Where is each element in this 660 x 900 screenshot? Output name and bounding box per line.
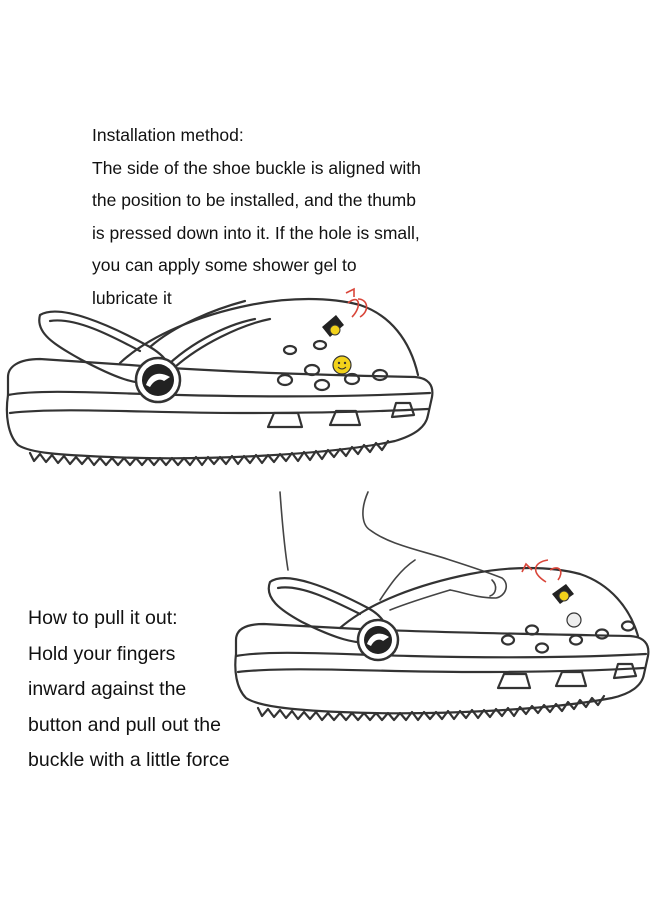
removal-line: Hold your fingers (28, 642, 176, 665)
top-shoe-illustration (0, 285, 440, 475)
installation-line: you can apply some shower gel to (92, 255, 357, 275)
crocodile-logo-icon (136, 358, 180, 402)
clog-shoe-icon (235, 568, 648, 720)
curved-arrow-icon (522, 560, 561, 582)
installation-line: The side of the shoe buckle is aligned with (92, 157, 421, 178)
removal-line: inward against the (28, 678, 187, 700)
crocodile-logo-icon (358, 620, 398, 660)
removal-heading: How to pull it out: (28, 607, 178, 629)
smiley-charm-icon (552, 584, 581, 627)
installation-heading: Installation method: (92, 125, 244, 145)
removal-instructions (28, 604, 288, 782)
installation-line: is pressed down into it. If the hole is small, (92, 222, 420, 243)
clog-shoe-icon (7, 299, 432, 465)
removal-line: buckle with a little force (28, 749, 230, 771)
removal-line: button and pull out the (28, 713, 221, 736)
installation-line: the position to be installed, and the thumb (92, 190, 416, 210)
bottom-shoe-illustration (230, 490, 660, 730)
installation-line: lubricate it (92, 287, 172, 308)
